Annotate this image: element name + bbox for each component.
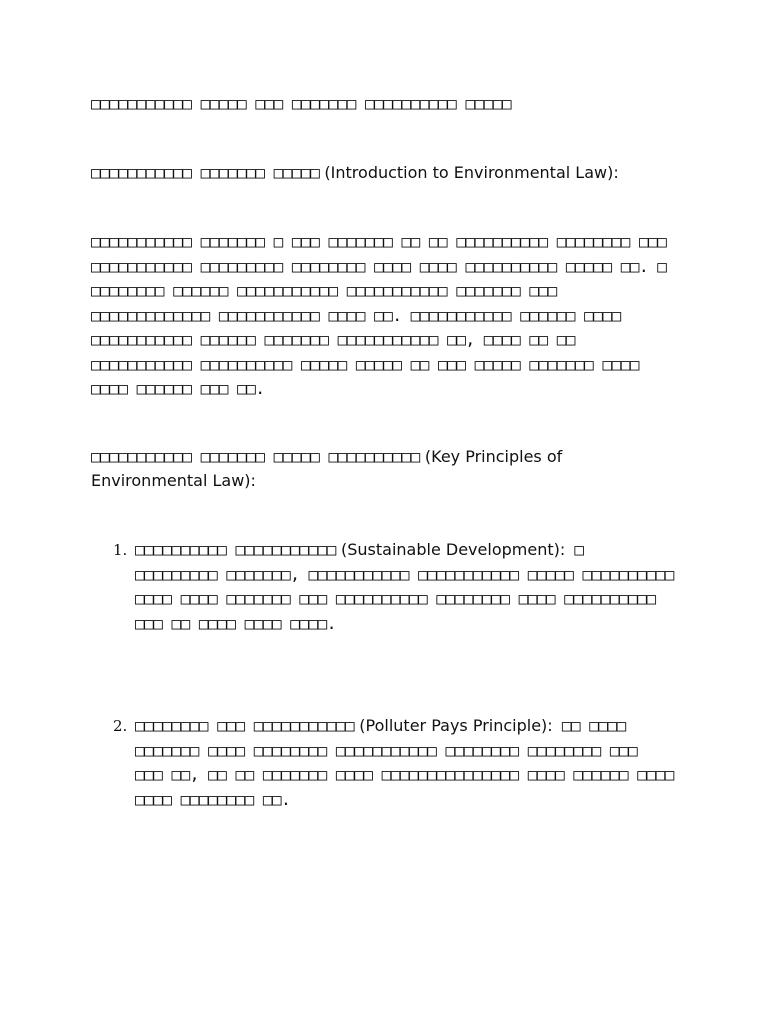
principle-english-title: (Sustainable Development): (341, 540, 566, 559)
intro-paragraph (91, 230, 681, 402)
intro-paragraph-line: □□□□□□□□ □□□□□□ □□□□□□□□□□□ □□□□□□□□□□□ □□□□□□□ □□□ (91, 281, 557, 300)
principle-native-title: □□□□□□□□□□ □□□□□□□□□□□ (135, 540, 336, 559)
principle-title-trailing: □ (565, 540, 584, 559)
list-item-line: □□□ □□, □□ □□ □□□□□□□ □□□□ □□□□□□□□□□□□□□□ □□□□ □□□□□□ □□□□ (135, 765, 674, 784)
principle-title-trailing: □□ □□□□ (552, 716, 626, 735)
intro-paragraph-line: □□□□□□□□□□□ □□□□□□□ □ □□□ □□□□□□□ □□ □□ □□□□□□□□□□ □□□□□□□□ □□□ (91, 232, 667, 251)
principles-heading-native: □□□□□□□□□□□ □□□□□□□ □□□□□ □□□□□□□□□□ (91, 447, 420, 466)
list-item-title-line (135, 538, 681, 563)
list-item-body (135, 714, 681, 812)
list-item (113, 538, 681, 636)
intro-paragraph-line: □□□□□□□□□□□ □□□□□□□□□□ □□□□□ □□□□□ □□ □□□ □□□□□ □□□□□□□ □□□□ (91, 354, 639, 374)
list-item-body (135, 538, 681, 636)
principles-heading (91, 445, 681, 493)
intro-paragraph-line: □□□□□□□□□□□ □□□□□□□□□ □□□□□□□□ □□□□ □□□□ □□□□□□□□□□ □□□□□ □□. □ (91, 256, 667, 276)
list-item-line: □□□□ □□□□ □□□□□□□ □□□ □□□□□□□□□□ □□□□□□□□ □□□□ □□□□□□□□□□ (135, 589, 656, 608)
principle-english-title: (Polluter Pays Principle): (359, 716, 553, 735)
list-item-line: □□□□ □□□□□□□□ □□. (135, 789, 291, 809)
list-item-number: 1. (113, 541, 128, 559)
list-item-line: □□□ □□ □□□□ □□□□ □□□□. (135, 613, 336, 633)
list-item-title-line (135, 714, 681, 739)
list-item-line: □□□□□□□□□ □□□□□□□, □□□□□□□□□□□ □□□□□□□□□□□ □□□□□ □□□□□□□□□□ (135, 564, 674, 584)
document-title: □□□□□□□□□□□ □□□□□ □□□ □□□□□□□ □□□□□□□□□□ □□□□□ (91, 94, 512, 113)
intro-paragraph-line: □□□□□□□□□□□□□ □□□□□□□□□□□ □□□□ □□. □□□□□□□□□□□ □□□□□□ □□□□ (91, 305, 621, 325)
intro-heading (91, 161, 619, 185)
intro-paragraph-line: □□□□□□□□□□□ □□□□□□ □□□□□□□ □□□□□□□□□□□ □□, □□□□ □□ □□ (91, 330, 576, 349)
intro-heading-native: □□□□□□□□□□□ □□□□□□□ □□□□□ (91, 163, 320, 182)
intro-heading-english: (Introduction to Environmental Law): (324, 163, 619, 182)
intro-paragraph-line: □□□□ □□□□□□ □□□ □□. (91, 379, 265, 398)
list-item (113, 714, 681, 812)
list-item-number: 2. (113, 717, 128, 735)
list-item-line: □□□□□□□ □□□□ □□□□□□□□ □□□□□□□□□□□ □□□□□□□□ □□□□□□□□ □□□ (135, 740, 638, 760)
principle-native-title: □□□□□□□□ □□□ □□□□□□□□□□□ (135, 716, 355, 735)
principles-heading-english: (Key Principles of Environmental Law): (91, 447, 563, 490)
